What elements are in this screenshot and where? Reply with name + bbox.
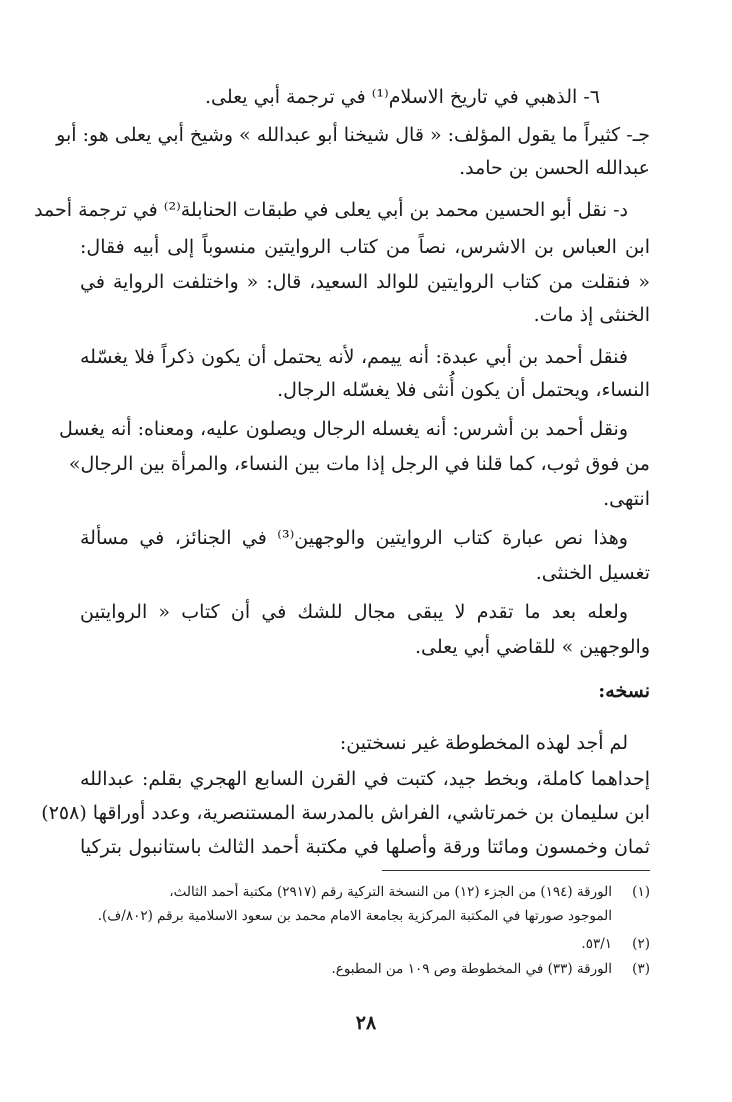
text-line: عبدالله الحسن بن حامد.: [459, 157, 650, 179]
footnote-2: [80, 932, 650, 956]
text-line: انتهى.: [603, 488, 650, 510]
footnote-text: الورقة (٣٣) في المخطوطة وص ١٠٩ من المطبوع.: [331, 961, 612, 977]
text-line: ٦- الذهبي في تاريخ الاسلام⁽¹⁾ في ترجمة أبي يعلى.: [204, 86, 600, 108]
text-line: وهذا نص عبارة كتاب الروايتين والوجهين⁽³⁾ في الجنائز، في مسألة: [80, 527, 628, 549]
footnote-text: الورقة (١٩٤) من الجزء (١٢) من النسخة التركية رقم (٢٩١٧) مكتبة أحمد الثالث،: [169, 884, 612, 900]
footnote-number: (٣): [632, 961, 650, 977]
text-line: « فنقلت من كتاب الروايتين للوالد السعيد، قال: « واختلفت الرواية في: [80, 271, 650, 293]
footnote-text: ٥٣/١.: [581, 936, 612, 952]
text-line: ابن العباس بن الاشرس، نصاً من كتاب الروايتين منسوباً إلى أبيه فقال:: [80, 236, 650, 258]
text-line: د- نقل أبو الحسين محمد بن أبي يعلى في طبقات الحنابلة⁽²⁾ في ترجمة أحمد: [34, 199, 628, 221]
text-line: ثمان وخمسون ومائتا ورقة وأصلها في مكتبة أحمد الثالث باستانبول بتركيا: [80, 836, 650, 858]
text-line: لم أجد لهذه المخطوطة غير نسختين:: [339, 732, 628, 754]
footnote-number: (٢): [632, 936, 650, 952]
footnote-3: [80, 957, 650, 981]
text-line: الخنثى إذ مات.: [533, 304, 650, 326]
text-line: ونقل أحمد بن أشرس: أنه يغسله الرجال ويصلون عليه، ومعناه: أنه يغسل: [58, 418, 628, 440]
text-line: فنقل أحمد بن أبي عبدة: أنه ييمم، لأنه يحتمل أن يكون ذكراً فلا يغسّله: [80, 346, 628, 368]
text-line: والوجهين » للقاضي أبي يعلى.: [414, 636, 650, 658]
footnote-1: [80, 880, 650, 904]
text-line: جـ- كثيراً ما يقول المؤلف: « قال شيخنا أبو عبدالله » وشيخ أبي يعلى هو: أبو: [56, 124, 650, 146]
footnote-text: الموجود صورتها في المكتبة المركزية بجامعة الامام محمد بن سعود الاسلامية برقم (٨٠٢/ف).: [97, 908, 612, 924]
page-number: ٢٨: [355, 1012, 377, 1034]
text-line: تغسيل الخنثى.: [535, 562, 650, 584]
text-line: من فوق ثوب، كما قلنا في الرجل إذا مات بين النساء، والمرأة بين الرجال»: [68, 453, 650, 475]
text-line: ابن سليمان بن خمرتاشي، الفراش بالمدرسة المستنصرية، وعدد أوراقها (٢٥٨): [41, 802, 650, 824]
text-line: ولعله بعد ما تقدم لا يبقى مجال للشك في أن كتاب « الروايتين: [80, 601, 628, 623]
text-line: إحداهما كاملة، وبخط جيد، كتبت في القرن السابع الهجري بقلم: عبدالله: [80, 768, 650, 790]
text-line: النساء، ويحتمل أن يكون أُنثى فلا يغسّله الرجال.: [277, 379, 650, 401]
section-heading: نسخه:: [598, 680, 650, 702]
footnote-separator: [382, 870, 650, 871]
footnote-1-cont: [80, 904, 650, 928]
footnote-number: (١): [632, 884, 650, 900]
